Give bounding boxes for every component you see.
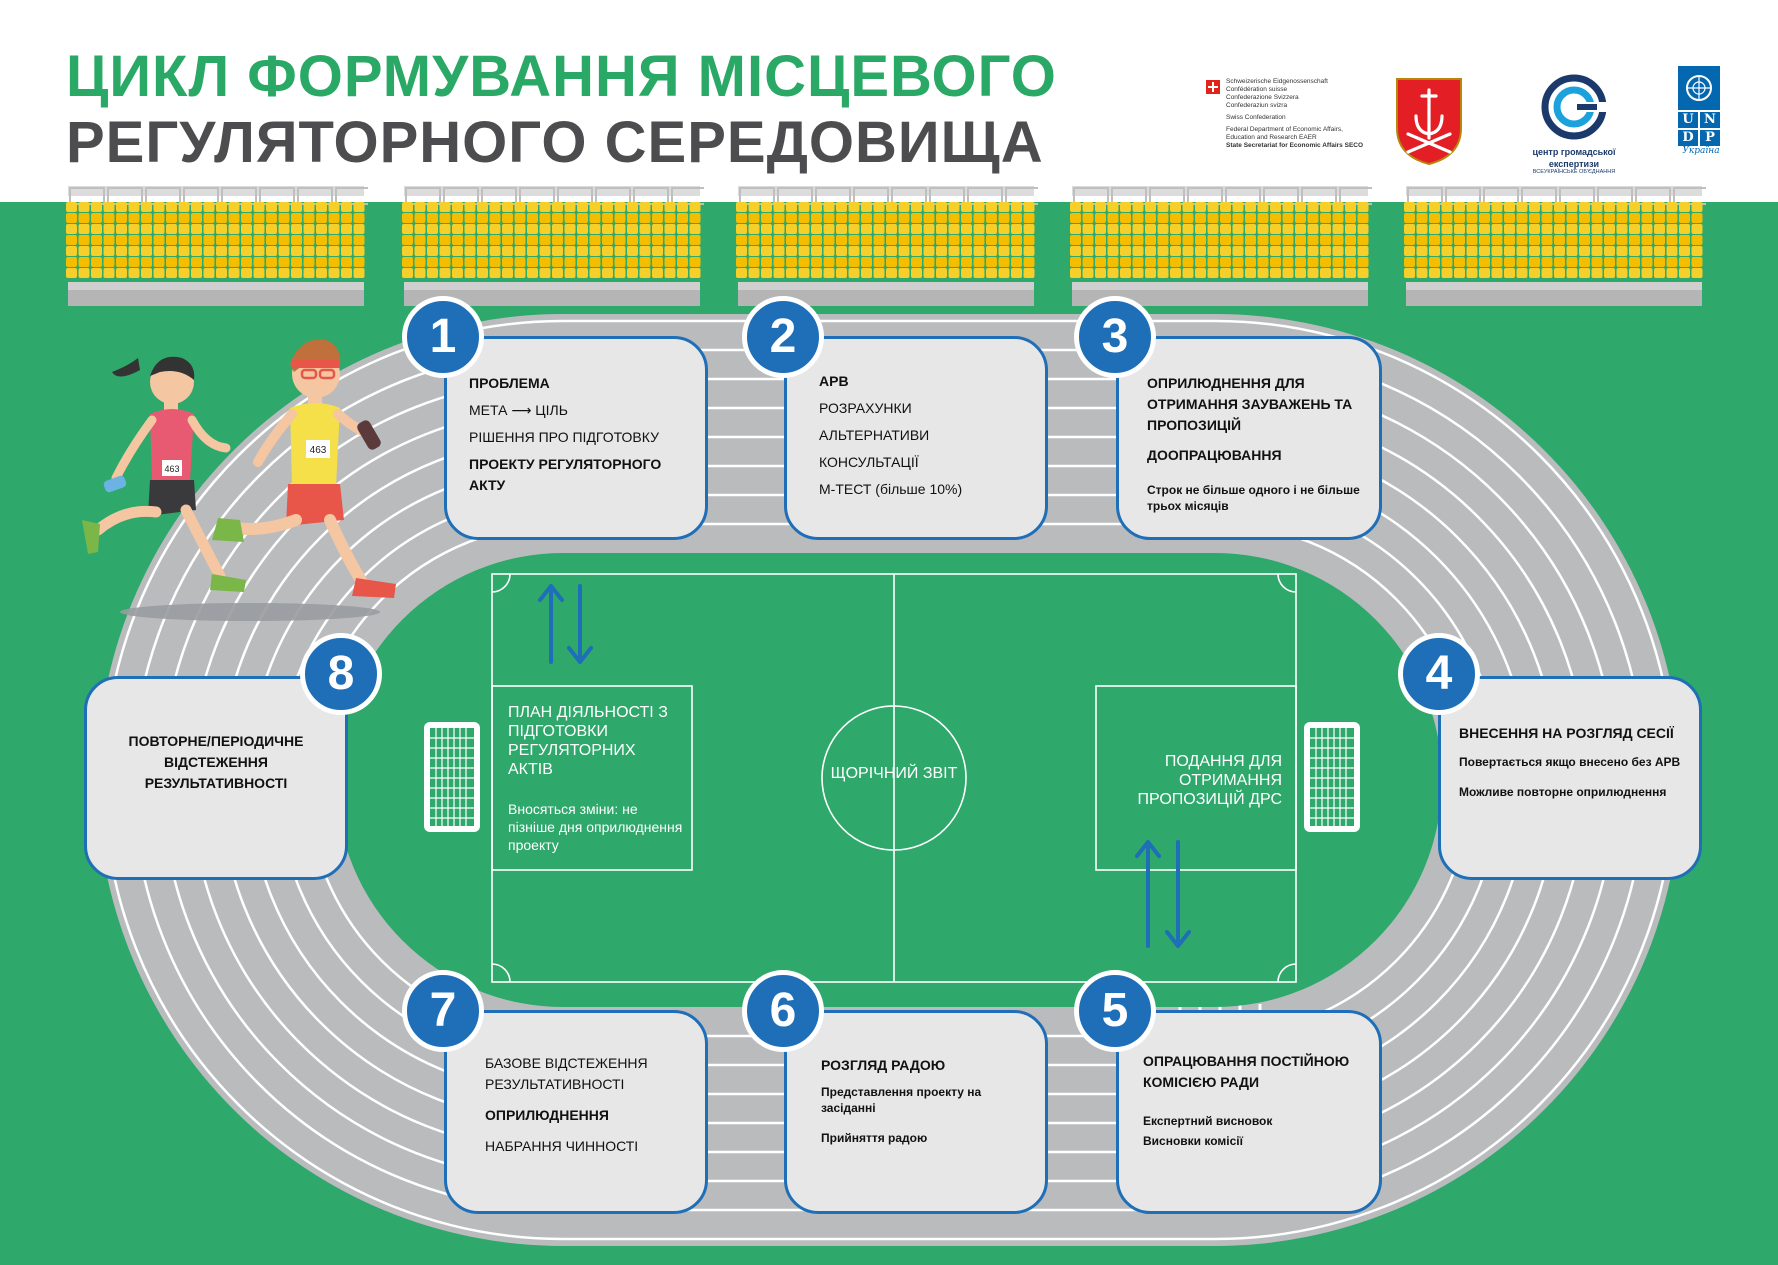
step3-line: ДООПРАЦЮВАННЯ <box>1147 447 1282 463</box>
step4-line: Повертається якщо внесено без АРВ <box>1459 755 1681 769</box>
step5-line: Висновки комісії <box>1143 1134 1244 1148</box>
step2-line: АЛЬТЕРНАТИВИ <box>819 427 930 443</box>
runner-bib: 463 <box>164 464 180 474</box>
swiss-line: Confederaziun svizra <box>1226 102 1288 109</box>
step-card-3 <box>1116 336 1382 540</box>
step7-line: БАЗОВЕ ВІДСТЕЖЕННЯ РЕЗУЛЬТАТИВНОСТІ <box>485 1055 648 1092</box>
cge-caption-1: центр громадської <box>1532 147 1616 157</box>
cge-caption-2: експертизи <box>1548 159 1600 169</box>
step3-line: Строк не більше одного і не більше трьох місяців <box>1147 483 1360 513</box>
step3-line: ОПРИЛЮДНЕННЯ ДЛЯ ОТРИМАННЯ ЗАУВАЖЕНЬ ТА ПРОПОЗИЦІЙ <box>1147 375 1353 433</box>
swiss-line: Schweizerische Eidgenossenschaft <box>1226 78 1328 85</box>
step6-line: Прийняття радою <box>821 1131 928 1145</box>
step-card-7 <box>444 1010 708 1214</box>
step5-line: Експертний висновок <box>1143 1114 1273 1128</box>
swiss-line: Confédération suisse <box>1226 86 1288 93</box>
step-number-badge: 1 <box>402 296 484 378</box>
swiss-line: Confederazione Svizzera <box>1226 94 1299 101</box>
goal-left-icon <box>424 722 480 832</box>
step-number-badge: 7 <box>402 970 484 1052</box>
step2-line: АРВ <box>819 373 849 389</box>
cge-subcaption: ВСЕУКРАЇНСЬКЕ ОБ'ЄДНАННЯ <box>1532 169 1616 175</box>
swiss-line: State Secretariat for Economic Affairs SECO <box>1226 142 1364 149</box>
step-card-6 <box>784 1010 1048 1214</box>
plan-note: Вносяться зміни: не пізніше дня оприлюднення проекту <box>508 801 683 853</box>
step-number-badge: 4 <box>1398 633 1480 715</box>
step-card-8 <box>84 676 348 880</box>
undp-letter: D <box>1678 130 1698 146</box>
undp-letter: U <box>1678 112 1698 128</box>
title-line-1: ЦИКЛ ФОРМУВАННЯ МІСЦЕВОГО <box>66 44 1057 109</box>
step2-line: М-ТЕСТ (більше 10%) <box>819 481 963 497</box>
swiss-line: Swiss Confederation <box>1226 114 1286 121</box>
step1-line: МЕТА ⟶ ЦІЛЬ <box>469 402 568 418</box>
step2-line: КОНСУЛЬТАЦІЇ <box>819 454 919 470</box>
step7-line: НАБРАННЯ ЧИННОСТІ <box>485 1138 639 1154</box>
step-number-badge: 3 <box>1074 296 1156 378</box>
step-number-badge: 8 <box>300 633 382 715</box>
step6-line: Представлення проекту на засіданні <box>821 1085 982 1115</box>
goal-right-icon <box>1304 722 1360 832</box>
step-number-badge: 6 <box>742 970 824 1052</box>
swiss-line: Federal Department of Economic Affairs, <box>1226 126 1343 133</box>
step1-line: ПРОЕКТУ РЕГУЛЯТОРНОГО АКТУ <box>469 456 662 493</box>
plan-box <box>508 703 684 854</box>
step2-line: РОЗРАХУНКИ <box>819 400 912 416</box>
step1-line: РІШЕННЯ ПРО ПІДГОТОВКУ <box>469 429 659 445</box>
step4-line: ВНЕСЕННЯ НА РОЗГЛЯД СЕСІЇ <box>1459 725 1674 741</box>
step1-line: ПРОБЛЕМА <box>469 375 550 391</box>
step5-line: ОПРАЦЮВАННЯ ПОСТІЙНОЮ КОМІСІЄЮ РАДИ <box>1143 1053 1350 1090</box>
plan-title: ПЛАН ДІЯЛЬНОСТІ З ПІДГОТОВКИ РЕГУЛЯТОРНИХ АКТІВ <box>508 704 668 778</box>
undp-letter: P <box>1700 130 1720 146</box>
step-number-badge: 2 <box>742 296 824 378</box>
step-card-2 <box>784 336 1048 540</box>
step-number-badge: 5 <box>1074 970 1156 1052</box>
step7-line: ОПРИЛЮДНЕННЯ <box>485 1107 609 1123</box>
step-card-4 <box>1438 676 1702 880</box>
undp-letter: N <box>1700 112 1720 128</box>
step6-line: РОЗГЛЯД РАДОЮ <box>821 1057 946 1073</box>
annual-report-label: ЩОРІЧНИЙ ЗВІТ <box>830 765 958 782</box>
step8-line: ПОВТОРНЕ/ПЕРІОДИЧНЕ ВІДСТЕЖЕННЯ РЕЗУЛЬТАТИВНОСТІ <box>128 733 304 791</box>
drs-submission-label: ПОДАННЯ ДЛЯ ОТРИМАННЯ ПРОПОЗИЦІЙ ДРС <box>1137 753 1282 808</box>
runner-shadow <box>120 603 380 621</box>
step4-line: Можливе повторне оприлюднення <box>1459 785 1667 799</box>
swiss-line: Education and Research EAER <box>1226 134 1317 141</box>
title-line-2: РЕГУЛЯТОРНОГО СЕРЕДОВИЩА <box>66 110 1044 175</box>
undp-country: Україна <box>1682 146 1720 156</box>
runner-bib: 463 <box>309 445 327 456</box>
step-card-1 <box>444 336 708 540</box>
step-card-5 <box>1116 1010 1382 1214</box>
